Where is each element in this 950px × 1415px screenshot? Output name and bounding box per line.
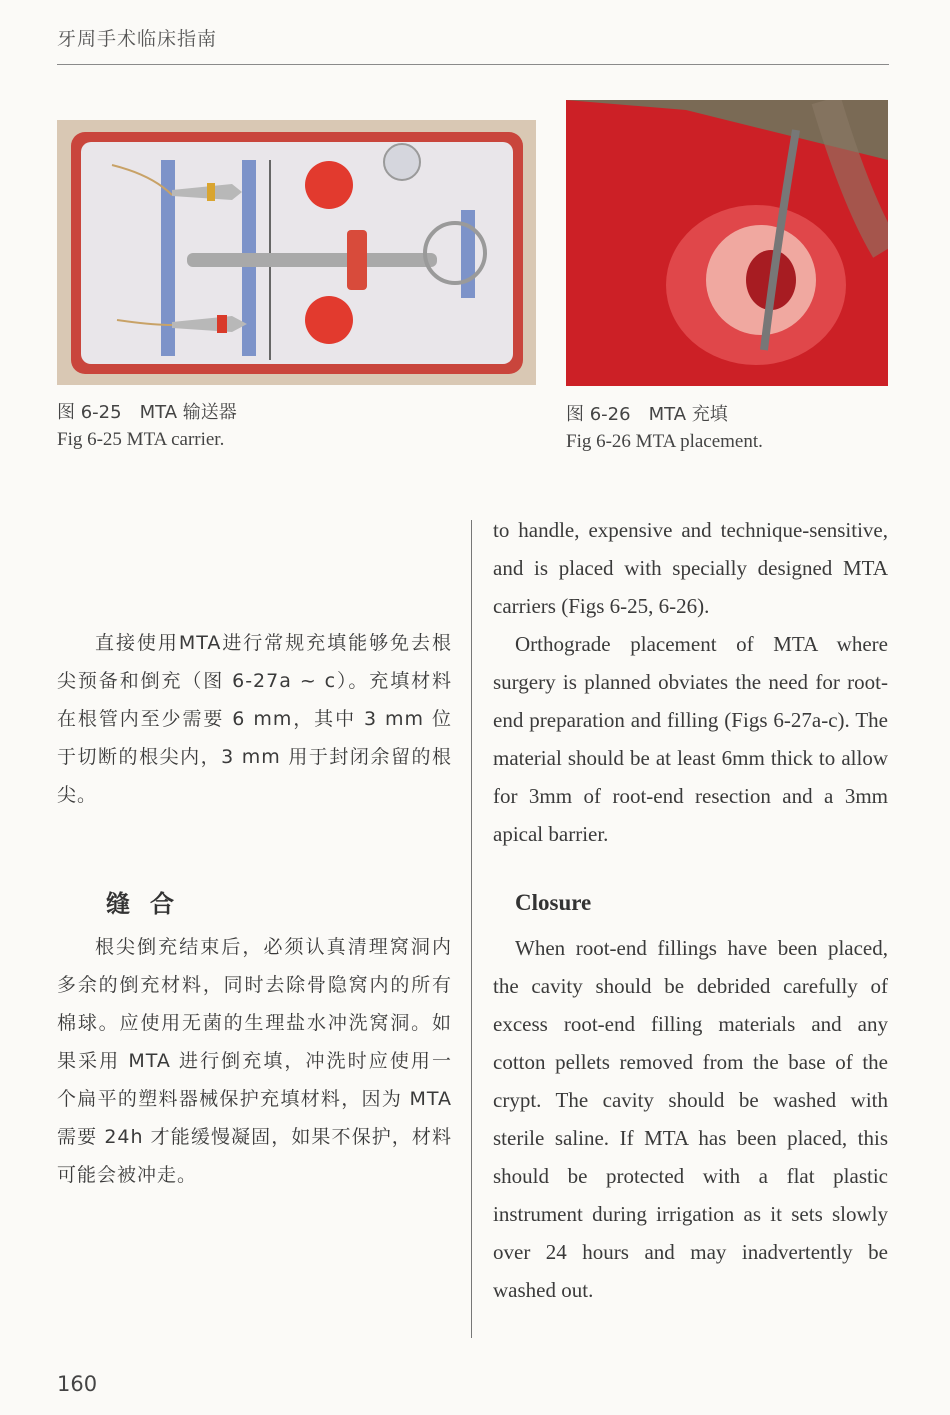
- en-paragraph-2: Orthograde placement of MTA where surgery is planned obviates the need for root-end preparation and filling (Figs 6-27a-c). The material should be at least 6mm thick to allow for 3mm of root-end resection and a 3mm apical barrier.: [493, 632, 888, 846]
- cn-paragraph-1: 直接使用MTA进行常规充填能够免去根尖预备和倒充（图 6-27a ~ c）。充填材料在根管内至少需要 6 mm，其中 3 mm 位于切断的根尖内，3 mm 用于封闭余留的根尖。: [57, 632, 452, 806]
- figure-6-25-caption-en: Fig 6-25 MTA carrier.: [57, 429, 225, 450]
- column-divider: [471, 520, 472, 1338]
- page-number: 160: [57, 1372, 98, 1396]
- running-header: 牙周手术临床指南: [57, 28, 218, 50]
- header-rule: [57, 64, 889, 65]
- en-section-heading: Closure: [515, 890, 592, 915]
- figure-6-26-photo: [566, 100, 888, 386]
- figure-6-26-caption-en: Fig 6-26 MTA placement.: [566, 431, 763, 452]
- en-paragraph-3: When root-end fillings have been placed, the cavity should be debrided carefully of excess root-end filling materials and any cotton pellets removed from the base of the crypt. The cavity should be washed with sterile saline. If MTA has been placed, this should be protected with a flat plastic instrument during irrigation as it sets slowly over 24 hours and may inadvertently be washed out.: [493, 936, 888, 1302]
- cn-paragraph-2: 根尖倒充结束后，必须认真清理窝洞内多余的倒充材料，同时去除骨隐窝内的所有棉球。应使用无菌的生理盐水冲洗窝洞。如果采用 MTA 进行倒充填，冲洗时应使用一个扁平的塑料器械保护充填材料，因为 MTA 需要 24h 才能缓慢凝固，如果不保护，材料可能会被冲走。: [57, 936, 452, 1186]
- en-paragraph-1: to handle, expensive and technique-sensitive, and is placed with specially designed MTA carriers (Figs 6-25, 6-26).: [493, 518, 888, 618]
- figure-6-25-photo: [57, 120, 536, 385]
- cn-section-heading: 缝合: [106, 890, 194, 918]
- figure-6-25-caption-cn: 图 6-25 MTA 输送器: [57, 402, 237, 423]
- figure-6-26-caption-cn: 图 6-26 MTA 充填: [566, 404, 728, 425]
